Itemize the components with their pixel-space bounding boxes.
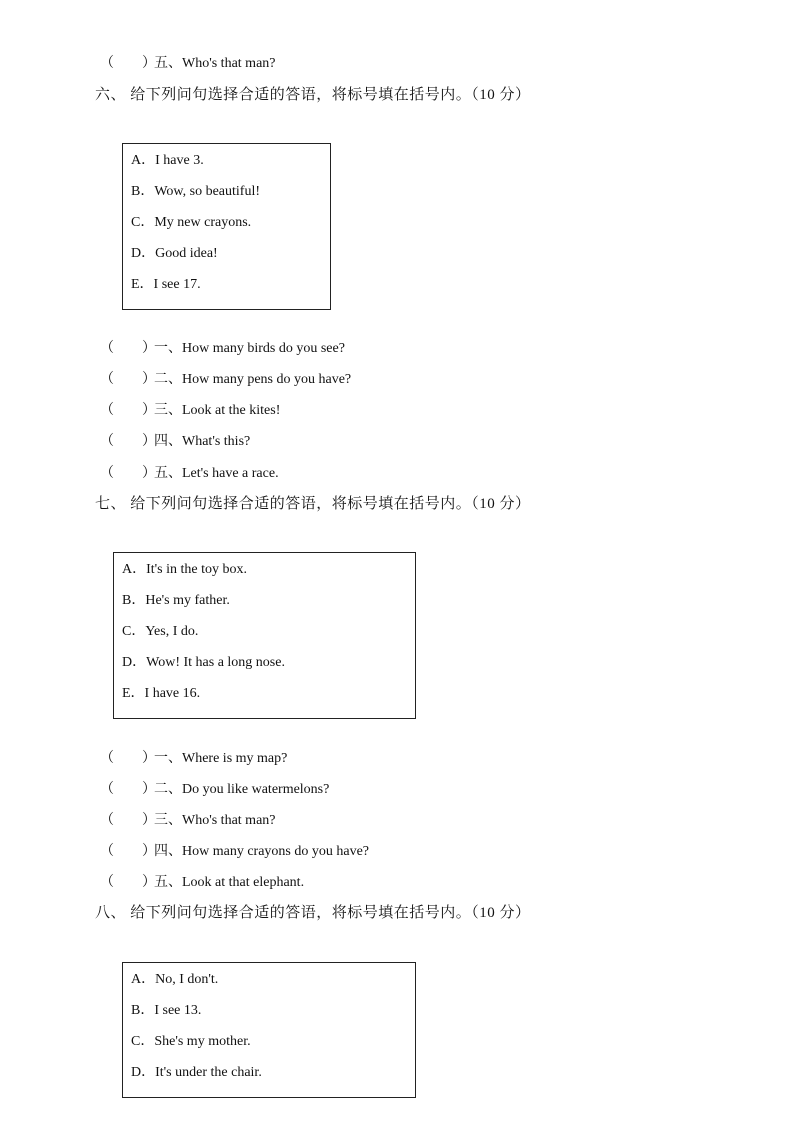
- question-text: 五、Let's have a race.: [154, 466, 279, 481]
- answer-blank[interactable]: （ ）: [100, 875, 156, 890]
- answer-blank[interactable]: （ ）: [100, 813, 156, 828]
- option-b: B．He's my father.: [122, 593, 230, 608]
- answer-blank[interactable]: （ ）: [100, 466, 156, 481]
- question-text: 二、How many pens do you have?: [154, 372, 352, 387]
- section-heading-6: 六、 给下列问句选择合适的答语，将标号填在括号内。（10 分）: [95, 87, 531, 103]
- option-c: C．She's my mother.: [131, 1034, 251, 1049]
- option-a: A．I have 3.: [131, 153, 204, 168]
- question-text: 一、Where is my map?: [154, 751, 288, 766]
- options-box-8: [122, 962, 416, 1098]
- answer-blank[interactable]: （ ）: [100, 434, 156, 449]
- section-heading-7: 七、 给下列问句选择合适的答语，将标号填在括号内。（10 分）: [95, 496, 531, 512]
- question-line: [100, 843, 369, 861]
- answer-blank[interactable]: （ ）: [100, 751, 156, 766]
- question-line: [100, 465, 279, 483]
- question-line: [100, 340, 345, 358]
- question-text: 二、Do you like watermelons?: [154, 782, 330, 797]
- answer-blank[interactable]: （ ）: [100, 372, 156, 387]
- option-d: D．It's under the chair.: [131, 1065, 262, 1080]
- question-line: [100, 781, 329, 799]
- option-e: E．I have 16.: [122, 686, 201, 701]
- option-a: A．No, I don't.: [131, 972, 219, 987]
- question-text: 三、Who's that man?: [154, 813, 276, 828]
- answer-blank[interactable]: （ ）: [100, 844, 156, 859]
- option-c: C．My new crayons.: [131, 215, 252, 230]
- answer-blank[interactable]: （ ）: [100, 56, 156, 71]
- question-line: [100, 433, 250, 451]
- question-text: 五、Look at that elephant.: [154, 875, 305, 890]
- question-text: 三、Look at the kites!: [154, 403, 281, 418]
- option-b: B．Wow, so beautiful!: [131, 184, 261, 199]
- question-line: [100, 55, 276, 73]
- options-box-6: [122, 143, 331, 310]
- question-line: [100, 750, 287, 768]
- question-text: 五、Who's that man?: [154, 56, 276, 71]
- option-e: E．I see 17.: [131, 277, 201, 292]
- question-line: [100, 402, 280, 420]
- question-text: 四、What's this?: [154, 434, 251, 449]
- answer-blank[interactable]: （ ）: [100, 403, 156, 418]
- question-line: [100, 874, 304, 892]
- question-text: 一、How many birds do you see?: [154, 341, 345, 356]
- question-line: [100, 371, 351, 389]
- option-a: A．It's in the toy box.: [122, 562, 248, 577]
- option-d: D．Good idea!: [131, 246, 218, 261]
- question-line: [100, 812, 276, 830]
- answer-blank[interactable]: （ ）: [100, 782, 156, 797]
- option-c: C．Yes, I do.: [122, 624, 199, 639]
- option-d: D．Wow! It has a long nose.: [122, 655, 285, 670]
- option-b: B．I see 13.: [131, 1003, 202, 1018]
- answer-blank[interactable]: （ ）: [100, 341, 156, 356]
- question-text: 四、How many crayons do you have?: [154, 844, 370, 859]
- options-box-7: [113, 552, 416, 719]
- section-heading-8: 八、 给下列问句选择合适的答语，将标号填在括号内。（10 分）: [95, 905, 531, 921]
